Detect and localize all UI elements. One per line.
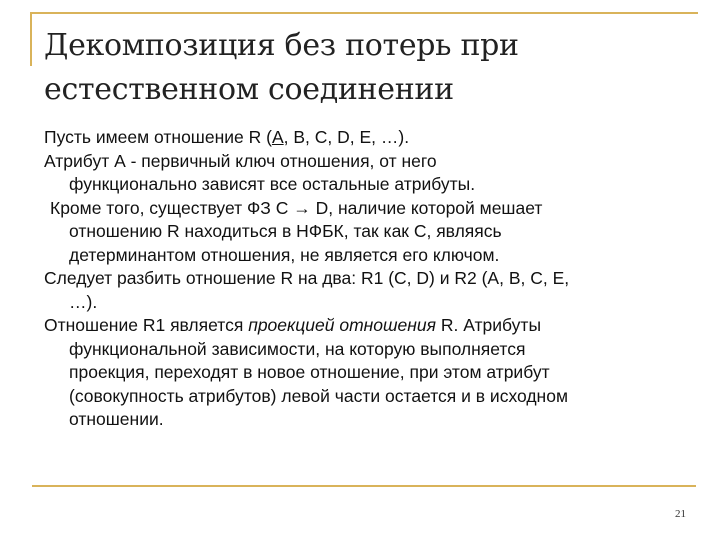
- paragraph-1: [44, 126, 694, 150]
- p3-line-3: детерминантом отношения, не является его ключом.: [69, 244, 500, 265]
- p3-line-2: отношению R находиться в НФБК, так как С, являясь: [69, 221, 502, 241]
- slide-title: [44, 24, 684, 112]
- top-rule: [30, 12, 698, 14]
- p4-line-1: Следует разбить отношение R на два: R1 (С, D) и R2 (А, В, С, Е,: [44, 268, 570, 288]
- paragraph-3: [44, 197, 694, 268]
- p5-line-1-pre: Отношение R1 является: [44, 315, 249, 335]
- p5-italic-term: проекцией отношения: [248, 315, 436, 335]
- p5-line-4: (совокупность атрибутов) левой части остается и в исходном: [69, 385, 568, 406]
- p1-underlined-attr: А: [271, 127, 284, 147]
- paragraph-5: [44, 314, 694, 432]
- slide-body: [44, 126, 694, 432]
- title-line-1: Декомпозиция без потерь при: [44, 28, 519, 63]
- paragraph-2: [44, 150, 694, 197]
- p1-text-post: , В, С, D, E, …).: [283, 127, 410, 147]
- p3-line-1: Кроме того, существует ФЗ С → D, наличие которой мешает: [50, 197, 543, 218]
- bottom-rule: [32, 485, 696, 487]
- p5-line-1-post: R. Атрибуты: [436, 315, 542, 335]
- p5-line-2: функциональной зависимости, на которую выполняется: [69, 338, 526, 359]
- p2-line-1: Атрибут А - первичный ключ отношения, от него: [44, 150, 437, 171]
- page-number: 21: [675, 508, 686, 520]
- p2-line-2: функционально зависят все остальные атрибуты.: [69, 174, 476, 194]
- paragraph-4: [44, 267, 694, 314]
- title-line-2: естественном соединении: [44, 72, 454, 107]
- title-vertical-rule: [30, 12, 32, 66]
- p4-line-2: …).: [69, 291, 98, 312]
- p5-line-5: отношении.: [69, 409, 164, 429]
- p5-line-3: проекция, переходят в новое отношение, при этом атрибут: [69, 362, 550, 382]
- p1-text-pre: Пусть имеем отношение R (: [44, 127, 272, 147]
- p5-line-1: [44, 314, 694, 338]
